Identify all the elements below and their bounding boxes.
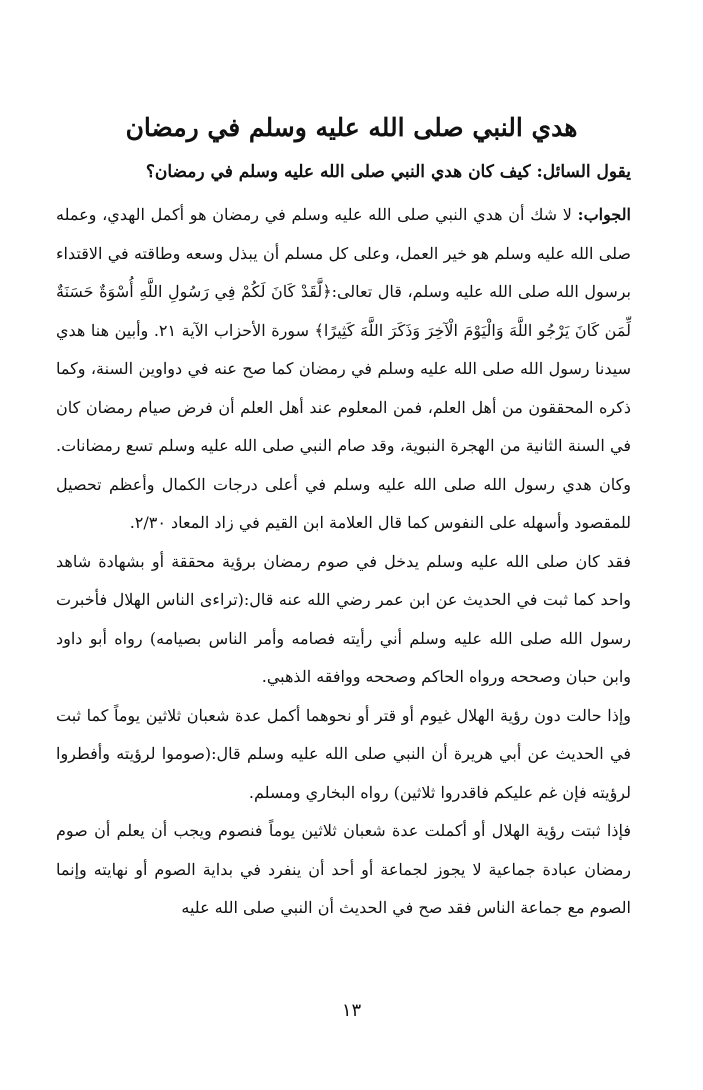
quran-verse: ﴿لَّقَدْ كَانَ لَكُمْ فِي رَسُولِ اللَّهِ أُسْوَةٌ حَسَنَةٌ لِّمَن كَانَ يَرْجُو اللَّهَ وَالْيَوْمَ الْآخِرَ وَذَكَرَ اللَّهَ كَثِيرًا﴾ [56,282,631,340]
page-number: ١٣ [341,1000,362,1021]
paragraph-2: وإذا حالت دون رؤية الهلال غيوم أو قتر أو نحوهما أكمل عدة شعبان ثلاثين يوماً كما ثبت في الحديث عن أبي هريرة أن النبي صلى الله عليه وسلم قال:(صوموا لرؤيته وأفطروا لرؤيته فإن غم عليكم فاقدروا ثلاثين) رواه البخاري ومسلم. [56,705,631,802]
question-line [60,160,631,184]
paragraph-1: فقد كان صلى الله عليه وسلم يدخل في صوم رمضان برؤية محققة أو بشهادة شاهد واحد كما ثبت في الحديث عن ابن عمر رضي الله عنه قال:(تراءى الناس الهلال فأخبرت رسول الله صلى الله عليه وسلم أني رأيته فصامه وأمر الناس بصيامه) رواه أبو داود وابن حبان وصححه ورواه الحاكم وصححه ووافقه الذهبي. [56,551,631,686]
question-text: كيف كان هدي النبي صلى الله عليه وسلم في رمضان؟ [145,162,537,182]
page-title: هدي النبي صلى الله عليه وسلم في رمضان [125,113,578,142]
body-text [56,196,631,928]
answer-paragraph [56,196,631,543]
answer-text-part-2: سورة الأحزاب الآية ٢١. وأبين هنا هدي سيدنا رسول الله صلى الله عليه وسلم في رمضان كما صح عنه في دواوين السنة، وكما ذكره المحققون من أهل العلم، فمن المعلوم عند أهل العلم أن فرض صيام رمضان كان في السنة الثانية من الهجرة النبوية، وقد صام النبي صلى الله عليه وسلم تسع رمضانات. وكان هدي رسول الله صلى الله عليه وسلم في أعلى درجات الكمال وأعظم تحصيل للمقصود وأسهله على النفوس كما قال العلامة ابن القيم في زاد المعاد ٢/٣٠. [56,320,632,532]
paragraph-3: فإذا ثبتت رؤية الهلال أو أكملت عدة شعبان ثلاثين يوماً فنصوم ويجب أن يعلم أن صوم رمضان عبادة جماعية لا يجوز لجماعة أو أحد أن ينفرد في بداية الصوم أو نهايته وإنما الصوم مع جماعة الناس فقد صح في الحديث أن النبي صلى الله عليه [56,821,631,917]
answer-label: الجواب: [577,205,631,224]
question-label: يقول السائل: [536,162,631,182]
answer-text-part-1: لا شك أن هدي النبي صلى الله عليه وسلم في رمضان هو أكمل الهدي، وعمله صلى الله عليه وسلم هو خير العمل، وعلى كل مسلم أن يبذل وسعه وطاقته في الاقتداء برسول الله صلى الله عليه وسلم، قال تعالى: [56,205,632,301]
